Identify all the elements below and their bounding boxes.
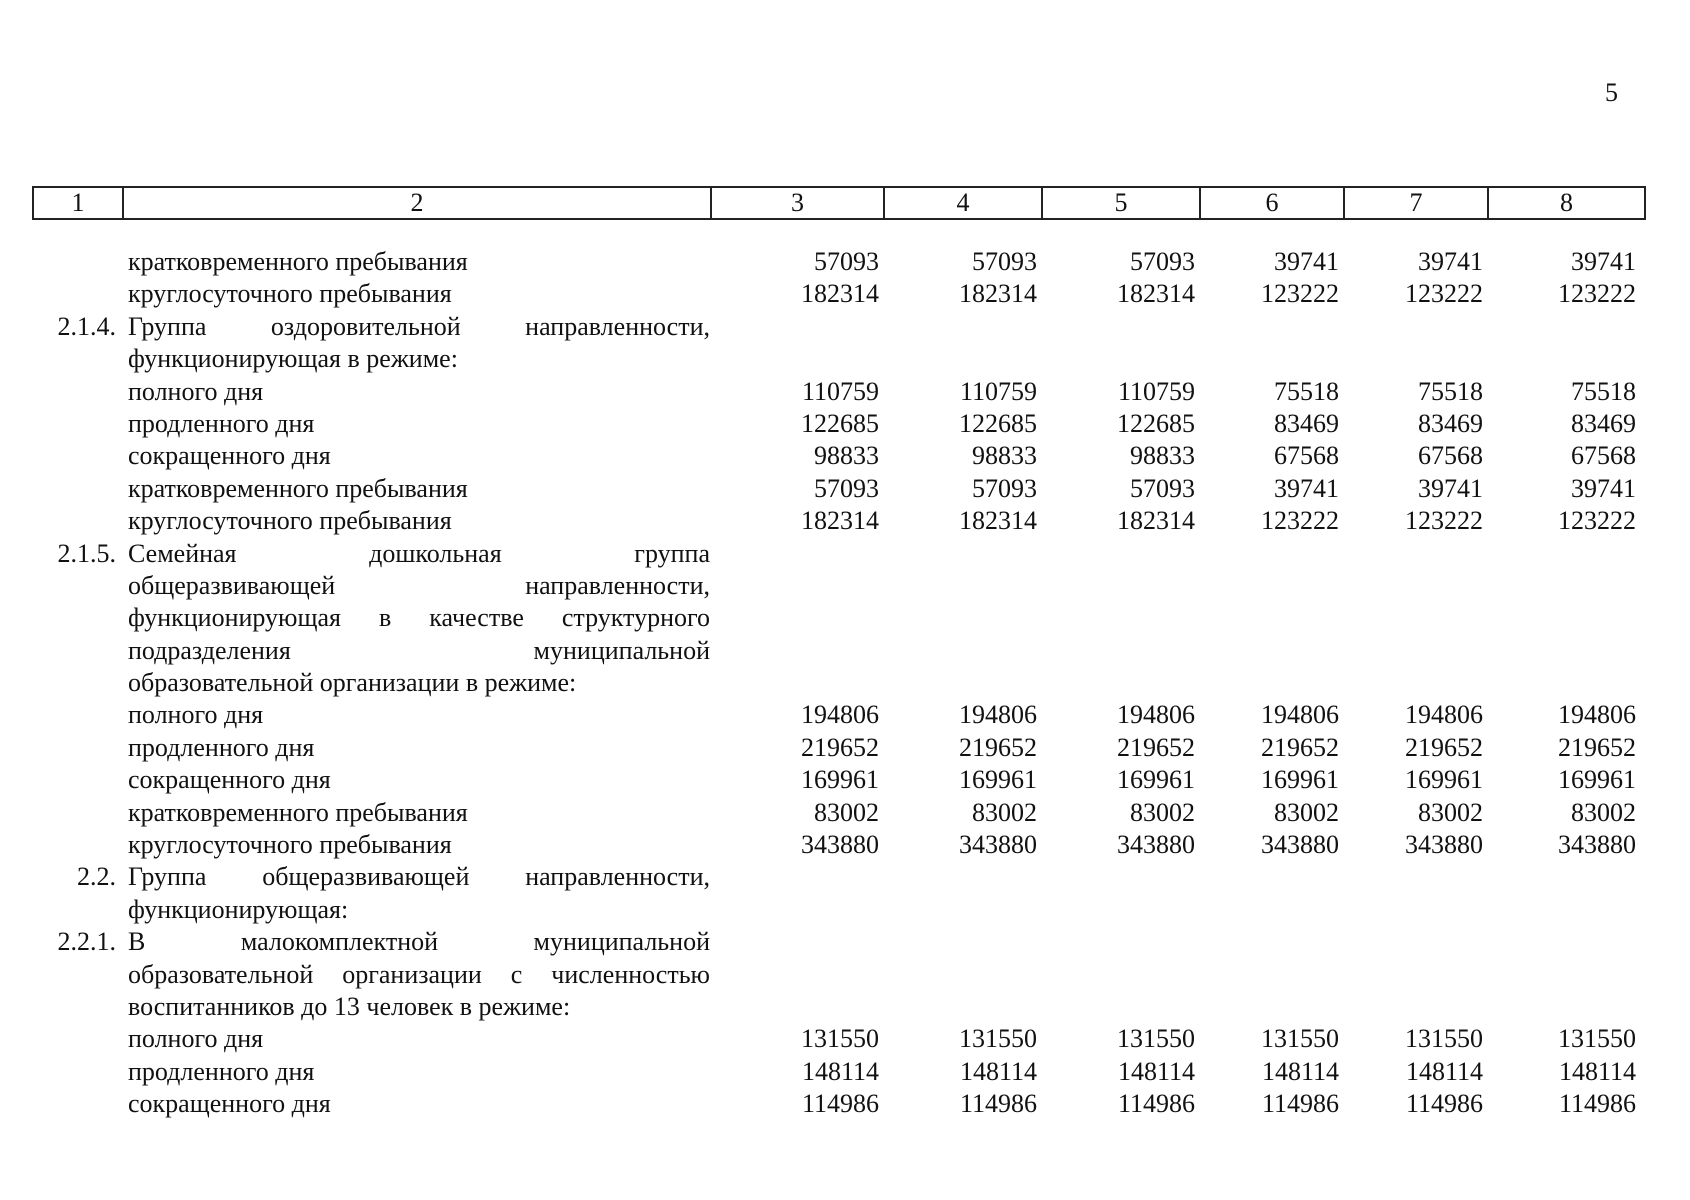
row-value-col-3: 110759 bbox=[801, 376, 879, 406]
row-value-col-3: 182314 bbox=[801, 279, 879, 309]
table-row bbox=[32, 667, 1646, 699]
table-row bbox=[32, 278, 1646, 310]
row-value-col-6: 83469 bbox=[1274, 408, 1339, 438]
column-header-1: 1 bbox=[34, 188, 124, 218]
row-value-col-6: 75518 bbox=[1274, 376, 1339, 406]
row-value-col-3: 182314 bbox=[801, 506, 879, 536]
row-value-col-4: 122685 bbox=[959, 408, 1037, 438]
table-row bbox=[32, 440, 1646, 472]
row-value-col-6: 39741 bbox=[1274, 247, 1339, 276]
row-label: подразделения муниципальной bbox=[128, 635, 710, 665]
row-value-col-5: 114986 bbox=[1117, 1089, 1195, 1119]
row-value-col-4: 83002 bbox=[972, 797, 1037, 827]
table-row bbox=[32, 376, 1646, 408]
row-label: Группа общеразвивающей направленности, bbox=[128, 862, 710, 892]
row-value-col-3: 57093 bbox=[814, 247, 879, 276]
row-label: продленного дня bbox=[128, 1056, 315, 1086]
row-value-col-3: 98833 bbox=[814, 441, 879, 471]
row-value-col-8: 83002 bbox=[1571, 797, 1636, 827]
row-label: сокращенного дня bbox=[128, 765, 331, 795]
row-label: полного дня bbox=[128, 1024, 264, 1054]
row-label: круглосуточного пребывания bbox=[128, 830, 452, 860]
table-row bbox=[32, 959, 1646, 991]
row-label: кратковременного пребывания bbox=[128, 247, 468, 276]
row-value-col-5: 57093 bbox=[1130, 473, 1195, 503]
row-value-col-8: 131550 bbox=[1558, 1024, 1636, 1054]
row-value-col-8: 123222 bbox=[1558, 279, 1636, 309]
row-value-col-7: 131550 bbox=[1405, 1024, 1483, 1054]
table-row bbox=[32, 538, 1646, 570]
row-value-col-7: 83002 bbox=[1418, 797, 1483, 827]
column-header-row bbox=[32, 186, 1646, 220]
row-label: круглосуточного пребывания bbox=[128, 506, 452, 536]
row-value-col-4: 194806 bbox=[959, 700, 1037, 730]
column-header-4: 4 bbox=[885, 188, 1043, 218]
table-row bbox=[32, 861, 1646, 893]
table-row bbox=[32, 829, 1646, 861]
row-value-col-3: 219652 bbox=[801, 732, 879, 762]
column-header-5: 5 bbox=[1043, 188, 1201, 218]
row-value-col-5: 83002 bbox=[1130, 797, 1195, 827]
table-row bbox=[32, 732, 1646, 764]
column-header-2: 2 bbox=[124, 188, 712, 218]
table-row bbox=[32, 797, 1646, 829]
table-body bbox=[32, 246, 1646, 1121]
row-value-col-4: 57093 bbox=[972, 247, 1037, 276]
row-value-col-4: 219652 bbox=[959, 732, 1037, 762]
row-value-col-4: 182314 bbox=[959, 279, 1037, 309]
row-value-col-8: 219652 bbox=[1558, 732, 1636, 762]
table-row bbox=[32, 1088, 1646, 1120]
column-header-8: 8 bbox=[1560, 188, 1573, 217]
row-value-col-7: 114986 bbox=[1405, 1089, 1483, 1119]
row-value-col-6: 131550 bbox=[1261, 1024, 1339, 1054]
row-value-col-4: 98833 bbox=[972, 441, 1037, 471]
row-value-col-5: 131550 bbox=[1117, 1024, 1195, 1054]
table-row bbox=[32, 505, 1646, 537]
row-value-col-7: 39741 bbox=[1418, 247, 1483, 276]
row-value-col-8: 169961 bbox=[1558, 765, 1636, 795]
row-value-col-5: 110759 bbox=[1117, 376, 1195, 406]
row-label: функционирующая: bbox=[128, 894, 349, 924]
column-header-7: 7 bbox=[1345, 188, 1489, 218]
table-row bbox=[32, 926, 1646, 958]
table-row bbox=[32, 570, 1646, 602]
row-value-col-5: 148114 bbox=[1117, 1056, 1195, 1086]
row-value-col-4: 131550 bbox=[959, 1024, 1037, 1054]
row-value-col-6: 194806 bbox=[1261, 700, 1339, 730]
row-label: В малокомплектной муниципальной bbox=[128, 927, 710, 957]
row-value-col-6: 169961 bbox=[1261, 765, 1339, 795]
table-row bbox=[32, 311, 1646, 343]
row-value-col-8: 148114 bbox=[1558, 1056, 1636, 1086]
row-value-col-3: 122685 bbox=[801, 408, 879, 438]
table-row bbox=[32, 1056, 1646, 1088]
row-label: продленного дня bbox=[128, 408, 315, 438]
row-value-col-5: 194806 bbox=[1117, 700, 1195, 730]
row-value-col-3: 169961 bbox=[801, 765, 879, 795]
row-label: образовательной организации в режиме: bbox=[128, 668, 577, 698]
row-value-col-4: 114986 bbox=[959, 1089, 1037, 1119]
row-value-col-3: 114986 bbox=[801, 1089, 879, 1119]
row-value-col-7: 343880 bbox=[1405, 830, 1483, 860]
row-value-col-6: 67568 bbox=[1274, 441, 1339, 471]
row-value-col-4: 57093 bbox=[972, 473, 1037, 503]
row-value-col-6: 114986 bbox=[1261, 1089, 1339, 1119]
row-value-col-7: 194806 bbox=[1405, 700, 1483, 730]
row-value-col-7: 219652 bbox=[1405, 732, 1483, 762]
row-value-col-8: 343880 bbox=[1558, 830, 1636, 860]
row-value-col-5: 182314 bbox=[1117, 506, 1195, 536]
row-value-col-6: 343880 bbox=[1261, 830, 1339, 860]
row-label: кратковременного пребывания bbox=[128, 473, 468, 503]
row-label: круглосуточного пребывания bbox=[128, 279, 452, 309]
row-value-col-3: 194806 bbox=[801, 700, 879, 730]
row-label: Семейная дошкольная группа bbox=[128, 538, 710, 568]
row-value-col-7: 169961 bbox=[1405, 765, 1483, 795]
row-number: 2.1.4. bbox=[57, 311, 116, 341]
table-row bbox=[32, 473, 1646, 505]
row-value-col-7: 39741 bbox=[1418, 473, 1483, 503]
row-value-col-3: 83002 bbox=[814, 797, 879, 827]
row-value-col-8: 39741 bbox=[1571, 473, 1636, 503]
row-label: кратковременного пребывания bbox=[128, 797, 468, 827]
row-value-col-3: 148114 bbox=[801, 1056, 879, 1086]
row-value-col-4: 110759 bbox=[959, 376, 1037, 406]
row-value-col-8: 123222 bbox=[1558, 506, 1636, 536]
row-value-col-3: 343880 bbox=[801, 830, 879, 860]
table-row bbox=[32, 699, 1646, 731]
row-value-col-6: 83002 bbox=[1274, 797, 1339, 827]
row-value-col-3: 57093 bbox=[814, 473, 879, 503]
row-value-col-8: 67568 bbox=[1571, 441, 1636, 471]
table-row bbox=[32, 894, 1646, 926]
row-label: образовательной организации с численностью bbox=[128, 959, 710, 989]
row-label: полного дня bbox=[128, 700, 264, 730]
row-value-col-5: 98833 bbox=[1130, 441, 1195, 471]
row-label: Группа оздоровительной направленности, bbox=[128, 311, 710, 341]
row-value-col-5: 122685 bbox=[1117, 408, 1195, 438]
row-label: сокращенного дня bbox=[128, 1089, 331, 1119]
row-value-col-6: 123222 bbox=[1261, 279, 1339, 309]
column-header-6: 6 bbox=[1201, 188, 1345, 218]
table-row bbox=[32, 246, 1646, 278]
column-header-3: 3 bbox=[712, 188, 885, 218]
row-label: полного дня bbox=[128, 376, 264, 406]
table-row bbox=[32, 408, 1646, 440]
row-value-col-6: 123222 bbox=[1261, 506, 1339, 536]
row-value-col-5: 57093 bbox=[1130, 247, 1195, 276]
row-value-col-4: 343880 bbox=[959, 830, 1037, 860]
row-label: функционирующая в режиме: bbox=[128, 344, 458, 374]
row-value-col-8: 114986 bbox=[1558, 1089, 1636, 1119]
row-number: 2.2.1. bbox=[57, 927, 116, 957]
row-value-col-7: 67568 bbox=[1418, 441, 1483, 471]
row-value-col-7: 75518 bbox=[1418, 376, 1483, 406]
row-value-col-3: 131550 bbox=[801, 1024, 879, 1054]
table-row bbox=[32, 1023, 1646, 1055]
row-value-col-5: 343880 bbox=[1117, 830, 1195, 860]
row-value-col-4: 148114 bbox=[959, 1056, 1037, 1086]
row-value-col-6: 39741 bbox=[1274, 473, 1339, 503]
row-value-col-7: 83469 bbox=[1418, 408, 1483, 438]
row-label: функционирующая в качестве структурного bbox=[128, 603, 710, 633]
row-number: 2.2. bbox=[77, 862, 116, 892]
row-value-col-7: 148114 bbox=[1405, 1056, 1483, 1086]
row-label: продленного дня bbox=[128, 732, 315, 762]
table-row bbox=[32, 764, 1646, 796]
row-label: воспитанников до 13 человек в режиме: bbox=[128, 991, 571, 1021]
row-value-col-5: 169961 bbox=[1117, 765, 1195, 795]
table-row bbox=[32, 602, 1646, 634]
table-row bbox=[32, 343, 1646, 375]
table-row bbox=[32, 635, 1646, 667]
row-value-col-8: 39741 bbox=[1571, 247, 1636, 276]
row-value-col-4: 182314 bbox=[959, 506, 1037, 536]
row-value-col-5: 219652 bbox=[1117, 732, 1195, 762]
row-number: 2.1.5. bbox=[57, 538, 116, 568]
table-row bbox=[32, 991, 1646, 1023]
row-value-col-8: 83469 bbox=[1571, 408, 1636, 438]
page-number: 5 bbox=[1605, 78, 1618, 107]
row-value-col-7: 123222 bbox=[1405, 506, 1483, 536]
row-value-col-7: 123222 bbox=[1405, 279, 1483, 309]
row-value-col-8: 194806 bbox=[1558, 700, 1636, 730]
row-value-col-5: 182314 bbox=[1117, 279, 1195, 309]
row-label: общеразвивающей направленности, bbox=[128, 570, 710, 600]
row-value-col-6: 219652 bbox=[1261, 732, 1339, 762]
row-value-col-4: 169961 bbox=[959, 765, 1037, 795]
row-label: сокращенного дня bbox=[128, 441, 331, 471]
row-value-col-8: 75518 bbox=[1571, 376, 1636, 406]
row-value-col-6: 148114 bbox=[1261, 1056, 1339, 1086]
